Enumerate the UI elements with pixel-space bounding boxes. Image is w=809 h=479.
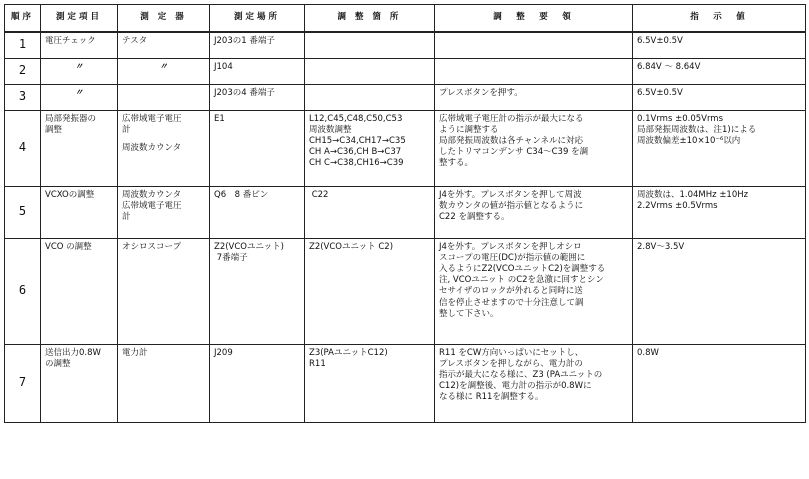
cell-item: [41, 84, 118, 110]
cell-text-line: ように調整する: [439, 124, 499, 135]
cell-location: [210, 58, 305, 84]
header-instrument: 測 定 器: [118, 5, 210, 33]
table-row: [5, 84, 806, 110]
cell-text-line: プレスボタンを押しながら、電力計の: [439, 358, 583, 369]
cell-procedure: [435, 84, 633, 110]
table-row: [5, 110, 806, 186]
cell-text-line: L12,C45,C48,C50,C53: [309, 113, 403, 124]
cell-text-line: 整する。: [439, 158, 474, 169]
cell-text-line: プレスボタンを押す。: [439, 87, 523, 98]
cell-text-line: 整して下さい。: [439, 308, 499, 319]
cell-instrument: [118, 84, 210, 110]
cell-text-line: 広帯域電子電圧: [122, 200, 182, 211]
cell-location: [210, 238, 305, 344]
header-item: 測定項目: [41, 5, 118, 33]
cell-text-line: 2.2Vrms ±0.5Vrms: [637, 200, 718, 211]
cell-item: [41, 110, 118, 186]
table-row: [5, 32, 806, 58]
cell-location: [210, 110, 305, 186]
cell-text-line: 数カウンタの値が指示値となるように: [439, 200, 584, 211]
cell-text-line: J209: [214, 347, 233, 358]
cell-text-line: なる様に R11を調整する。: [439, 392, 544, 403]
header-no: 順序: [5, 5, 41, 33]
cell-location: [210, 344, 305, 422]
cell-text-line: 0.1Vrms ±0.05Vrms: [637, 113, 724, 124]
cell-text-line: 局部発振周波数は、注1)による: [637, 124, 757, 135]
cell-gap: [122, 136, 205, 143]
header-location: 測定場所: [210, 5, 305, 33]
ditto-mark: 〃: [74, 61, 84, 72]
row-number: 7: [5, 344, 41, 422]
cell-text-line: C12)を調整後、電力計の指示が0.8Wに: [439, 381, 592, 392]
cell-instrument: [118, 344, 210, 422]
cell-text-line: Z3(PAユニットC12): [309, 347, 388, 358]
cell-text-line: 信を停止させますので十分注意して調: [439, 297, 584, 308]
table-row: [5, 238, 806, 344]
cell-text-line: 局部発振周波数は各チャンネルに対応: [439, 135, 583, 146]
cell-text-line: VCXOの調整: [45, 189, 95, 200]
cell-instrument: [118, 32, 210, 58]
adjustment-procedure-table: [4, 4, 806, 423]
row-number: 5: [5, 186, 41, 238]
cell-text-line: J104: [214, 61, 233, 72]
cell-text-line: C22: [309, 189, 329, 200]
cell-text-line: R11: [309, 358, 326, 369]
header-value: 指 示 値: [633, 5, 806, 33]
cell-text-line: 電圧チェック: [45, 36, 96, 46]
cell-item: [41, 238, 118, 344]
cell-text-line: 注, VCOユニット のC2を急激に回すとシン: [439, 275, 604, 286]
table-body: [5, 32, 806, 422]
row-number: 2: [5, 58, 41, 84]
cell-text-line: CH15→C34,CH17→C35: [309, 135, 406, 146]
table-header: [5, 5, 806, 33]
cell-text-line: Q6 8 番ピン: [214, 189, 269, 200]
cell-text-line: 電力計: [122, 347, 148, 358]
table-row: [5, 58, 806, 84]
cell-item: [41, 186, 118, 238]
cell-adjust-point: [305, 110, 435, 186]
cell-text-line: 広帯域電子電圧計の指示が最大になる: [439, 113, 584, 124]
cell-text-line: VCO の調整: [45, 241, 92, 252]
cell-instrument: [118, 110, 210, 186]
cell-item: [41, 58, 118, 84]
cell-instrument: [118, 58, 210, 84]
cell-item: [41, 344, 118, 422]
cell-text-line: 0.8W: [637, 347, 659, 358]
cell-text-line: 2.8V～3.5V: [637, 241, 685, 252]
header-row: [5, 5, 806, 33]
cell-procedure: [435, 344, 633, 422]
cell-text-line: 周波数カウンタ: [122, 142, 182, 153]
header-procedure: 調 整 要 領: [435, 5, 633, 33]
cell-text-line: セサイザのロックが外れると同時に送: [439, 286, 583, 297]
cell-text-line: 送信出力0.8W: [45, 347, 101, 358]
cell-instrument: [118, 238, 210, 344]
cell-location: [210, 186, 305, 238]
cell-procedure: [435, 238, 633, 344]
cell-adjust-point: [305, 238, 435, 344]
cell-location: [210, 32, 305, 58]
table-row: [5, 344, 806, 422]
table-row: [5, 186, 806, 238]
cell-value: [633, 32, 806, 58]
cell-text-line: スコープの電圧(DC)が指示値の範囲に: [439, 252, 586, 263]
cell-location: [210, 84, 305, 110]
cell-text-line: 周波数カウンタ: [122, 189, 182, 200]
cell-text-line: 局部発振器の: [45, 113, 97, 124]
cell-value: [633, 344, 806, 422]
cell-text-line: 6.5V±0.5V: [637, 87, 683, 98]
cell-text-line: CH A→C36,CH B→C37: [309, 147, 402, 158]
cell-text-line: オシロスコープ: [122, 241, 182, 252]
cell-text-line: J4を外す。プレスボタンを押して周波: [439, 189, 582, 200]
cell-adjust-point: [305, 186, 435, 238]
cell-text-line: J4を外す。プレスボタンを押しオシロ: [439, 241, 582, 252]
header-adjust-point: 調 整 箇 所: [305, 5, 435, 33]
cell-text-line: R11 をCW方向いっぱいにセットし、: [439, 347, 584, 358]
cell-text-line: CH C→C38,CH16→C39: [309, 158, 404, 169]
cell-text-line: Z2(VCOユニット C2): [309, 241, 394, 252]
cell-text-line: 周波数は、1.04MHz ±10Hz: [637, 189, 749, 200]
cell-text-line: J203の4 番端子: [214, 87, 275, 98]
cell-adjust-point: [305, 32, 435, 58]
cell-value: [633, 84, 806, 110]
cell-text-line: 6.84V ～ 8.64V: [637, 61, 701, 72]
cell-text-line: したトリマコンデンサ C34～C39 を調: [439, 147, 589, 158]
cell-text-line: C22 を調整する。: [439, 211, 510, 222]
cell-adjust-point: [305, 344, 435, 422]
cell-text-line: E1: [214, 113, 225, 124]
cell-item: [41, 32, 118, 58]
cell-text-line: 計: [122, 124, 131, 135]
cell-procedure: [435, 58, 633, 84]
cell-text-line: の調整: [45, 358, 71, 369]
cell-text-line: 広帯域電子電圧: [122, 113, 182, 124]
cell-text-line: 調整: [45, 124, 63, 135]
cell-value: [633, 238, 806, 344]
cell-procedure: [435, 186, 633, 238]
cell-text-line: 6.5V±0.5V: [637, 36, 683, 46]
cell-text-line: 周波数調整: [309, 124, 352, 135]
cell-text-line: 計: [122, 211, 131, 222]
row-number: 3: [5, 84, 41, 110]
row-number: 4: [5, 110, 41, 186]
row-number: 1: [5, 32, 41, 58]
cell-value: [633, 186, 806, 238]
cell-text-line: 指示が最大になる様に、Z3 (PAユニットの: [439, 369, 603, 380]
cell-value: [633, 58, 806, 84]
cell-value: [633, 110, 806, 186]
cell-text-line: テスタ: [122, 36, 148, 46]
cell-text-line: 入るようにZ2(VCOユニットC2)を調整する: [439, 263, 606, 274]
row-number: 6: [5, 238, 41, 344]
ditto-mark: 〃: [159, 61, 168, 72]
ditto-mark: 〃: [74, 87, 84, 98]
cell-adjust-point: [305, 58, 435, 84]
cell-procedure: [435, 32, 633, 58]
cell-adjust-point: [305, 84, 435, 110]
cell-text-line: J203の1 番端子: [214, 36, 275, 46]
cell-procedure: [435, 110, 633, 186]
cell-text-line: 7番端子: [214, 252, 248, 263]
cell-instrument: [118, 186, 210, 238]
cell-text-line: 周波数偏差±10×10⁻⁶以内: [637, 135, 741, 146]
cell-text-line: Z2(VCOユニット): [214, 241, 284, 252]
